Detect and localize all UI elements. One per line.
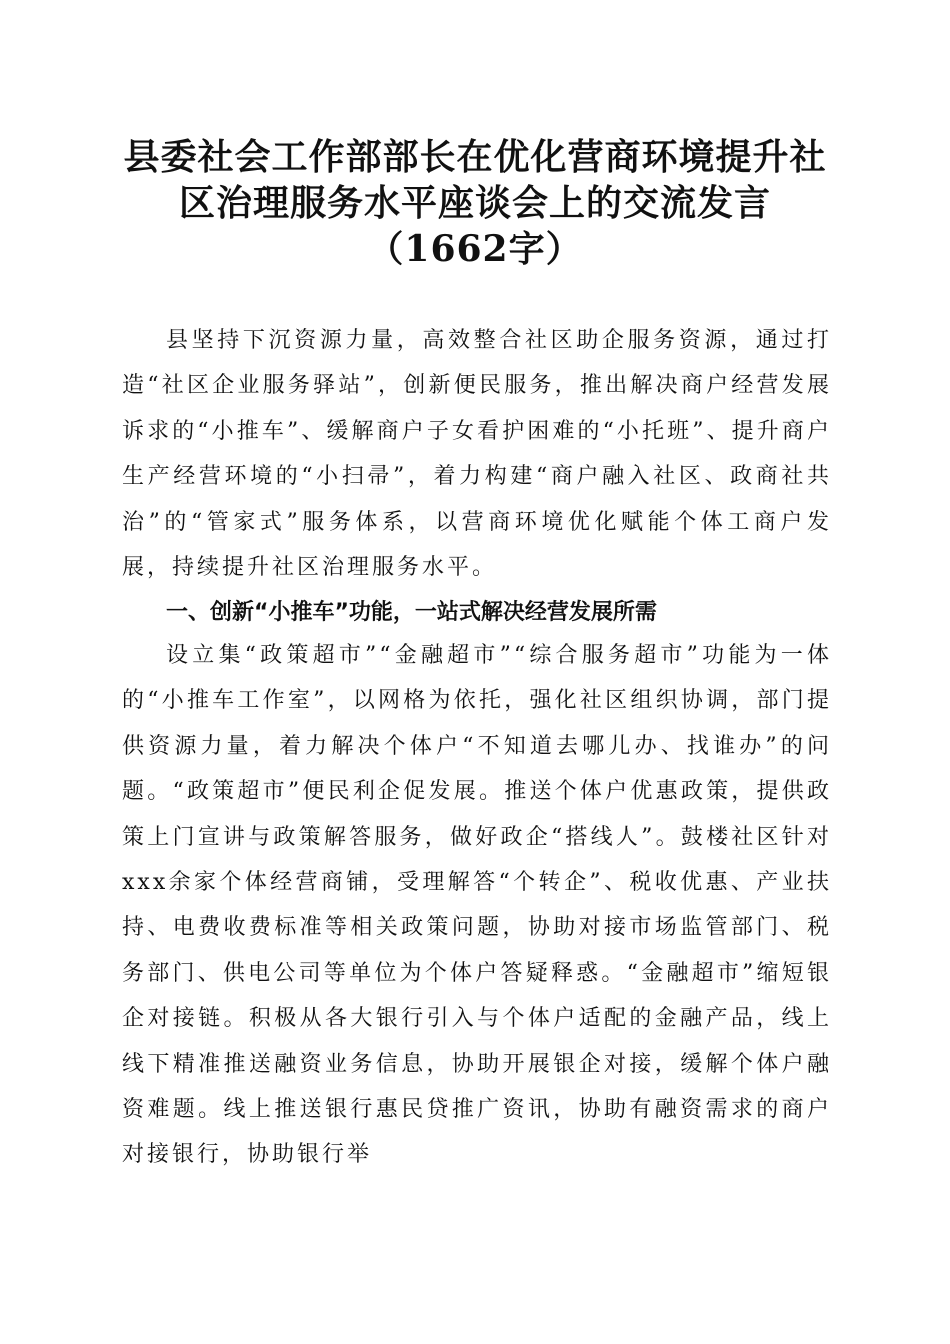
intro-paragraph: 县坚持下沉资源力量，高效整合社区助企服务资源，通过打造“社区企业服务驿站”，创新便民服务，推出解决商户经营发展诉求的“小推车”、缓解商户子女看护困难的“小托班”、提升商户生产经营环境的“小扫帚”，着力构建“商户融入社区、政商社共治”的“管家式”服务体系，以营商环境优化赋能个体工商户发展，持续提升社区治理服务水平。 (122, 328, 832, 581)
section-heading: 一、创新“小推车”功能，一站式解决经营发展所需 (166, 600, 657, 625)
document-title: 县委社会工作部部长在优化营商环境提升社区治理服务水平座谈会上的交流发言（1662字） (123, 136, 827, 270)
section-paragraph: 设立集“政策超市”“金融超市”“综合服务超市”功能为一体的“小推车工作室”，以网格为依托，强化社区组织协调，部门提供资源力量，着力解决个体户“不知道去哪儿办、找谁办”的问题。“政策超市”便民利企促发展。推送个体户优惠政策，提供政策上门宣讲与政策解答服务，做好政企“搭线人”。鼓楼社区针对xxx余家个体经营商铺，受理解答“个转企”、税收优惠、产业扶持、电费收费标准等相关政策问题，协助对接市场监管部门、税务部门、供电公司等单位为个体户答疑释惑。“金融超市”缩短银企对接链。积极从各大银行引入与个体户适配的金融产品，线上线下精准推送融资业务信息，协助开展银企对接，缓解个体户融资难题。线上推送银行惠民贷推广资讯，协助有融资需求的商户对接银行，协助银行举 (122, 643, 832, 1168)
